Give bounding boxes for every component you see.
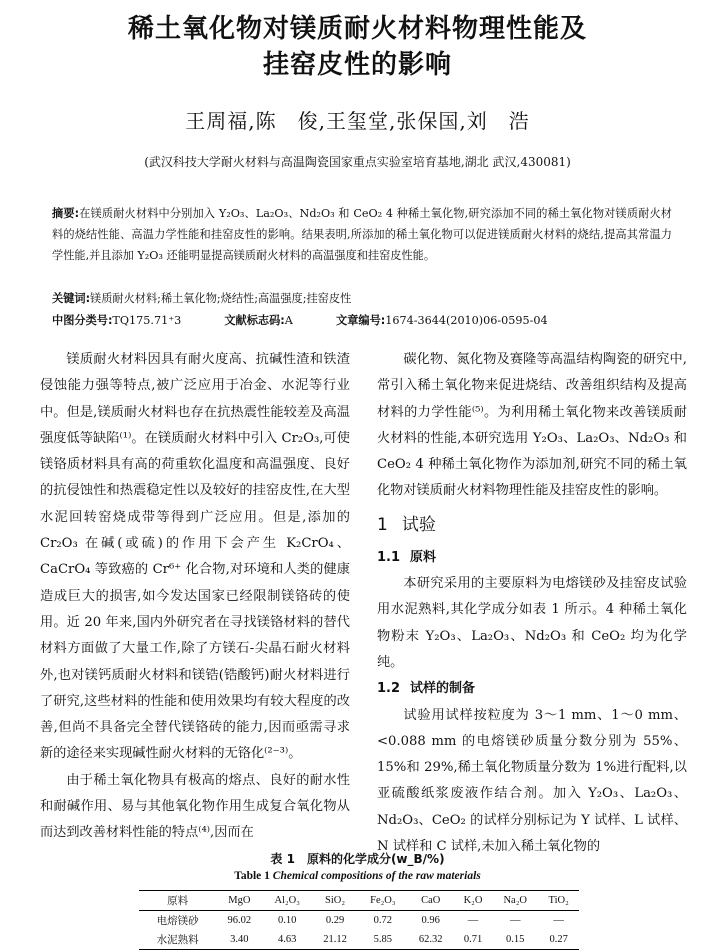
table-cell: 0.72 bbox=[373, 915, 393, 926]
composition-table bbox=[139, 890, 579, 950]
table-cell: 62.32 bbox=[418, 934, 443, 945]
table-cell: — bbox=[509, 915, 521, 926]
right-column bbox=[377, 347, 687, 860]
table-cell: 4.63 bbox=[277, 934, 297, 945]
body-paragraph: 碳化物、氮化物及赛隆等高温结构陶瓷的研究中,常引入稀土氧化物来促进烧结、改善组织结构及提高材料的力学性能⁽⁵⁾。为利用稀土氧化物来改善镁质耐火材料的性能,本研究选用 Y₂O₃、La₂O₃、Nd₂O₃ 和 CeO₂ 4 种稀土氧化物作为添加剂,研究不同的稀土氧化物对镁质耐火材料物理性能及挂窑皮性的影响。 bbox=[377, 352, 687, 499]
left-column bbox=[40, 347, 350, 847]
section-number: 1 bbox=[377, 514, 388, 535]
table-cell: 96.02 bbox=[227, 915, 252, 926]
abstract-text: 在镁质耐火材料中分别加入 Y₂O₃、La₂O₃、Nd₂O₃ 和 CeO₂ 4 种稀土氧化物,研究添加不同的稀土氧化物对镁质耐火材料的烧结性能、高温力学性能和挂窑皮性的影响。结果表明,所添加的稀土氧化物可以促进镁质耐火材料的烧结,提高其常温力学性能,并且添加 Y₂O₃ 还能明显提高镁质耐火材料的高温强度和挂窑皮性能。 bbox=[52, 207, 672, 262]
table-header-cell: 原料 bbox=[167, 895, 189, 907]
table-cell: 21.12 bbox=[323, 934, 347, 945]
doc-code-label: 文献标志码: bbox=[224, 314, 285, 327]
table-caption-zh: 表 1 原料的化学成分(w_B/%) bbox=[270, 852, 445, 866]
table-cell: 0.15 bbox=[506, 934, 525, 945]
table-row bbox=[139, 930, 579, 950]
table-cell: 水泥熟料 bbox=[156, 934, 199, 946]
body-paragraph: 本研究采用的主要原料为电熔镁砂及挂窑皮试验用水泥熟料,其化学成分如表 1 所示。4 种稀土氧化物粉末 Y₂O₃、La₂O₃、Nd₂O₃ 和 CeO₂ 均为化学纯。 bbox=[377, 576, 687, 670]
keywords-text: 镁质耐火材料;稀土氧化物;烧结性;高温强度;挂窑皮性 bbox=[90, 292, 352, 305]
abstract bbox=[52, 203, 672, 266]
subsection-number: 1.2 bbox=[377, 681, 401, 697]
article-id-label: 文章编号: bbox=[336, 314, 386, 327]
author-list: 王周福,陈 俊,王玺堂,张保国,刘 浩 bbox=[185, 109, 530, 133]
table-cell: — bbox=[553, 915, 564, 926]
section-title: 试验 bbox=[401, 514, 436, 535]
keywords bbox=[52, 290, 682, 306]
subsection-number: 1.1 bbox=[377, 549, 401, 565]
doc-code-value: A bbox=[284, 314, 293, 327]
table-header-cell: MgO bbox=[228, 895, 251, 906]
clc-value: TQ175.71⁺3 bbox=[112, 314, 182, 327]
table-header-row bbox=[139, 891, 579, 911]
keywords-label: 关键词: bbox=[52, 292, 91, 305]
table-header-cell: Al₂O₃ bbox=[274, 895, 300, 906]
table-cell: 0.29 bbox=[325, 915, 345, 926]
table-caption-en bbox=[0, 870, 715, 882]
section-heading bbox=[377, 511, 687, 539]
table-row bbox=[139, 911, 579, 931]
table-caption-en-label: Table 1 bbox=[234, 870, 270, 882]
table-header-cell: TiO₂ bbox=[548, 895, 569, 906]
abstract-label: 摘要: bbox=[52, 207, 80, 220]
table-cell: 0.71 bbox=[463, 934, 483, 945]
table-cell: 0.27 bbox=[549, 934, 568, 945]
subsection-heading bbox=[377, 545, 687, 571]
table-header-cell: K₂O bbox=[463, 895, 483, 906]
article-id-value: 1674-3644(2010)06-0595-04 bbox=[385, 314, 548, 327]
table-caption-en-text: Chemical compositions of the raw materials bbox=[272, 870, 481, 882]
table-cell: 5.85 bbox=[373, 934, 393, 945]
paper-title-line-1: 稀土氧化物对镁质耐火材料物理性能及 bbox=[127, 14, 587, 44]
subsection-title: 原料 bbox=[410, 549, 437, 565]
body-paragraph: 镁质耐火材料因具有耐火度高、抗碱性渣和铁渣侵蚀能力强等特点,被广泛应用于冶金、水泥等行业中。但是,镁质耐火材料也存在抗热震性能较差及高温强度低等缺陷⁽¹⁾。在镁质耐火材料中引入 Cr₂O₃,可使镁铬质材料具有高的荷重软化温度和高温强度、良好的抗侵蚀性和热震稳定性以及较好的挂窑皮性,在大型水泥回转窑烧成带等得到广泛应用。但是,添加的 Cr₂O₃ 在碱(或硫)的作用下会产生 K₂CrO₄、CaCrO₄ 等致癌的 Cr⁶⁺ 化合物,对环境和人类的健康造成巨大的损害,如今发达国家已经限制镁铬砖的使用。近 20 年来,国内外研究者在寻找镁铬材料的替代材料方面做了大量工作,除了方镁石-尖晶石耐火材料外,也对镁钙质耐火材料和镁锆(锆酸钙)耐火材料进行了研究,这些材料的性能和使用效果均有较大程度的改善,但尚不具备完全替代镁铬砖的能力,因而亟需寻求新的途径来实现碱性耐火材料的无铬化⁽²⁻³⁾。 bbox=[40, 352, 350, 762]
affiliation: (武汉科技大学耐火材料与高温陶瓷国家重点实验室培育基地,湖北 武汉,430081) bbox=[144, 155, 571, 169]
table-cell: 3.40 bbox=[230, 934, 249, 945]
table-header-cell: Fe₂O₃ bbox=[370, 895, 396, 906]
table-cell: 0.10 bbox=[277, 915, 297, 926]
classification-line bbox=[52, 312, 682, 328]
table-cell: 电熔镁砂 bbox=[156, 915, 199, 927]
table-cell: 0.96 bbox=[421, 915, 440, 926]
subsection-heading bbox=[377, 676, 687, 702]
body-paragraph: 试验用试样按粒度为 3～1 mm、1～0 mm、<0.088 mm 的电熔镁砂质量分数分别为 55%、15%和 29%,稀土氧化物质量分数为 1%进行配料,以亚硫酸纸浆废液作结合剂。加入 Y₂O₃、La₂O₃、Nd₂O₃、CeO₂ 的试样分别标记为 Y 试样、L 试样、N 试样和 C 试样,未加入稀土氧化物的 bbox=[377, 707, 687, 855]
body-paragraph: 由于稀土氧化物具有极高的熔点、良好的耐水性和耐碱作用、易与其他氧化物作用生成复合氧化物从而达到改善材料性能的特点⁽⁴⁾,因而在 bbox=[40, 772, 350, 841]
table-header-cell: CaO bbox=[421, 895, 441, 906]
subsection-title: 试样的制备 bbox=[410, 681, 476, 697]
clc-label: 中图分类号: bbox=[52, 314, 113, 327]
table-header-cell: SiO₂ bbox=[325, 895, 346, 906]
table-header-cell: Na₂O bbox=[503, 895, 527, 906]
table-cell: — bbox=[467, 915, 479, 926]
paper-title-line-2: 挂窑皮性的影响 bbox=[262, 50, 452, 80]
